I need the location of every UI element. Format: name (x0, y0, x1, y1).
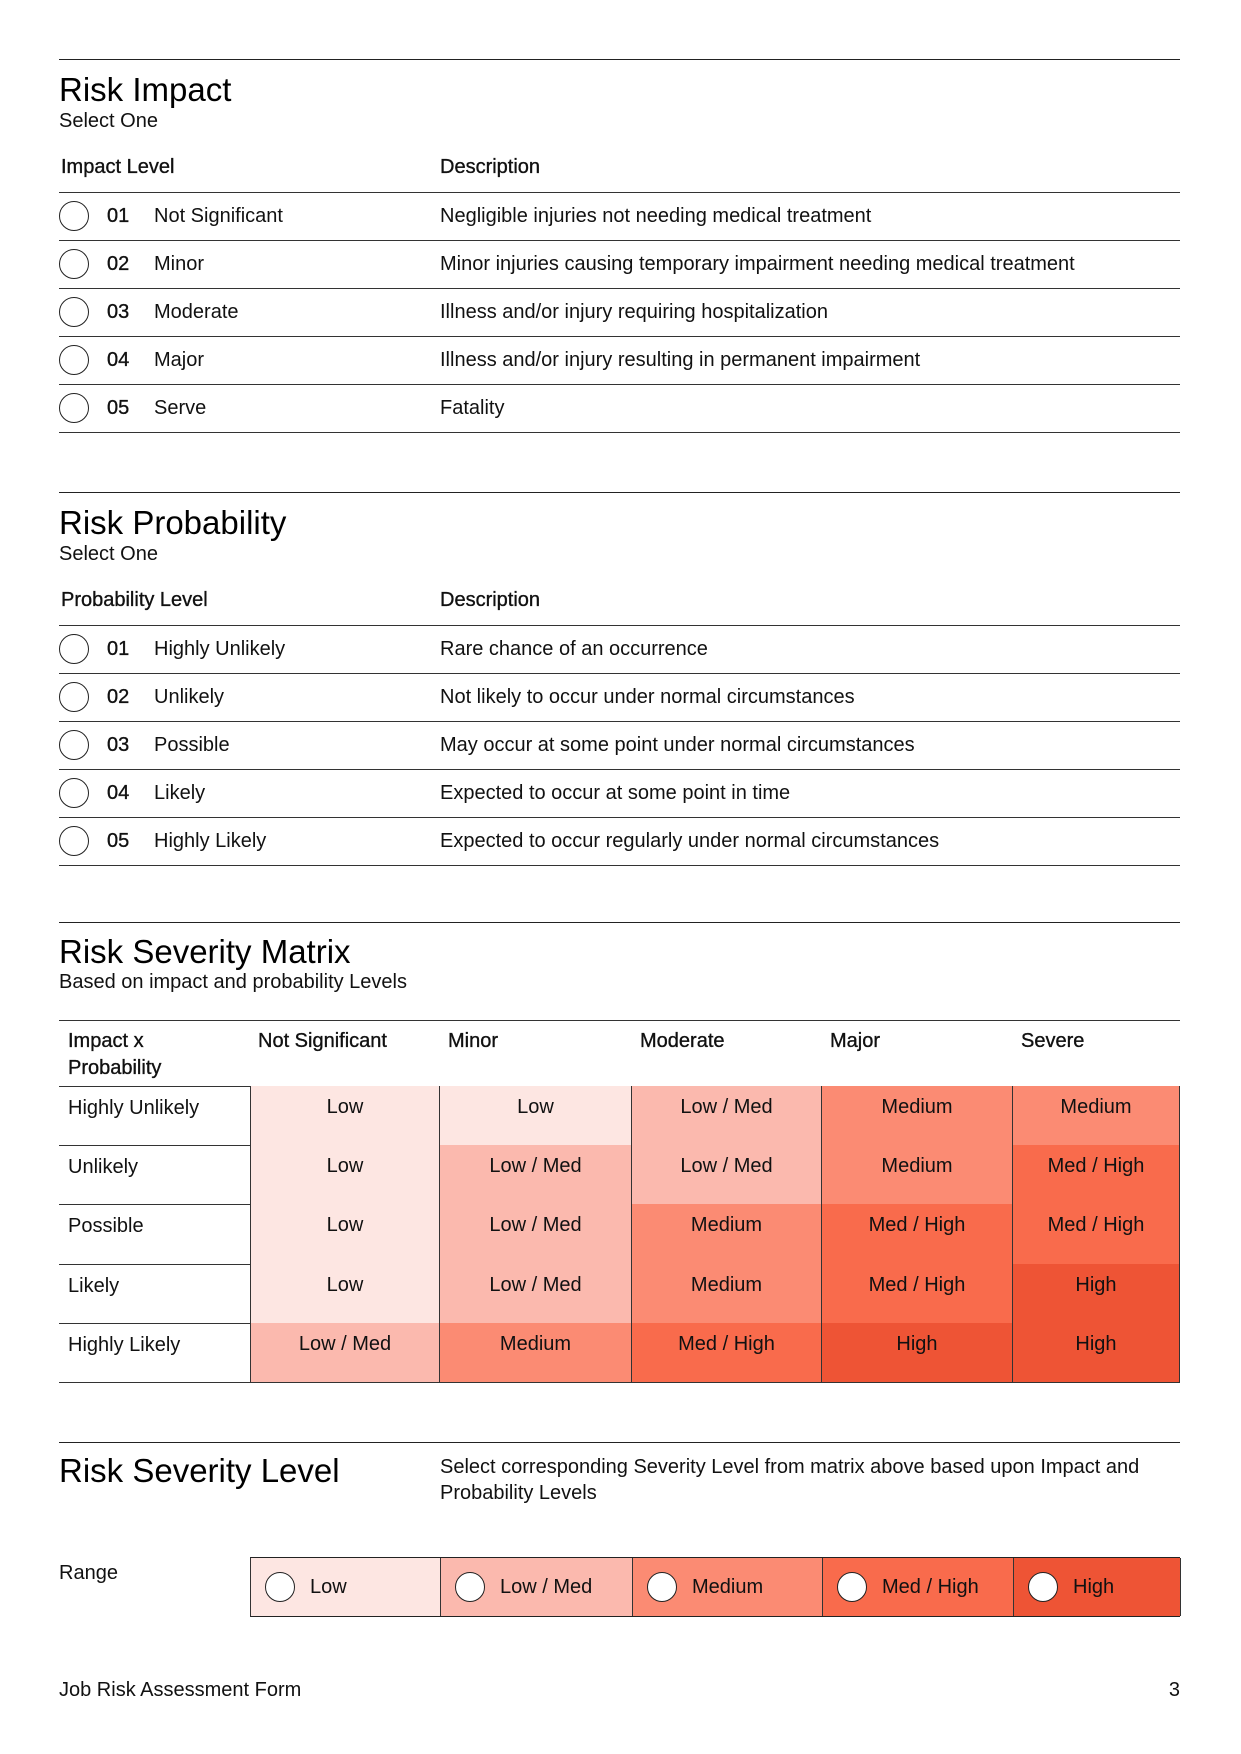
impact-row-label: Serve (154, 397, 207, 419)
probability-row-label: Likely (154, 782, 206, 804)
probability-row-number: 05 (107, 830, 130, 852)
matrix-cell: Low / Med (632, 1086, 822, 1145)
severity-option-label: Med / High (882, 1576, 979, 1598)
matrix-bottom-rule (59, 1382, 1180, 1383)
probability-radio-04[interactable] (59, 778, 89, 808)
probability-level-header: Probability Level (61, 589, 208, 611)
probability-title: Risk Probability (59, 504, 287, 541)
severity-option-med-high[interactable] (823, 1558, 1014, 1616)
matrix-cell: Low (250, 1145, 440, 1204)
impact-radio-03[interactable] (59, 297, 89, 327)
probability-row-description: Rare chance of an occurrence (440, 638, 708, 660)
matrix-subtitle: Based on impact and probability Levels (59, 971, 407, 993)
severity-top-rule (59, 1442, 1180, 1443)
matrix-cell: Medium (822, 1145, 1013, 1204)
impact-row-label: Major (154, 349, 205, 371)
radio-button[interactable] (647, 1572, 677, 1602)
matrix-cell: Low / Med (250, 1323, 440, 1382)
impact-row-label: Not Significant (154, 205, 283, 227)
impact-row-description: Illness and/or injury requiring hospitalization (440, 301, 828, 323)
impact-subtitle: Select One (59, 110, 158, 132)
impact-row-number: 01 (107, 205, 130, 227)
severity-range-bar (250, 1557, 1180, 1617)
probability-row-description: Not likely to occur under normal circumstances (440, 686, 855, 708)
matrix-cell: Medium (440, 1323, 632, 1382)
matrix-cell: Medium (822, 1086, 1013, 1145)
matrix-cell: Med / High (822, 1264, 1013, 1323)
matrix-column-header: Severe (1021, 1030, 1085, 1052)
probability-radio-03[interactable] (59, 730, 89, 760)
radio-button[interactable] (455, 1572, 485, 1602)
impact-row-label: Moderate (154, 301, 239, 323)
probability-row-number: 02 (107, 686, 130, 708)
probability-header-rule (59, 625, 1180, 626)
probability-description-header: Description (440, 589, 541, 611)
severity-description: Select corresponding Severity Level from matrix above based upon Impact and Probability Levels (440, 1456, 1140, 1504)
impact-row-rule (59, 288, 1180, 289)
probability-row-label: Highly Unlikely (154, 638, 286, 660)
matrix-cell: Medium (1013, 1086, 1180, 1145)
impact-description-header: Description (440, 156, 541, 178)
impact-row-rule (59, 384, 1180, 385)
matrix-row-label: Unlikely (68, 1156, 139, 1179)
matrix-cell: Low / Med (632, 1145, 822, 1204)
matrix-column-header: Minor (448, 1030, 499, 1052)
impact-row-rule (59, 240, 1180, 241)
severity-option-high[interactable] (1014, 1558, 1181, 1616)
matrix-cell: Low (250, 1086, 440, 1145)
probability-row-rule (59, 673, 1180, 674)
radio-button[interactable] (1028, 1572, 1058, 1602)
impact-row-number: 05 (107, 397, 130, 419)
severity-option-label: High (1073, 1576, 1115, 1598)
matrix-cell: Medium (632, 1264, 822, 1323)
impact-radio-02[interactable] (59, 249, 89, 279)
severity-option-label: Medium (692, 1576, 764, 1598)
range-label: Range (59, 1562, 118, 1584)
matrix-cell: Med / High (822, 1204, 1013, 1263)
impact-level-header: Impact Level (61, 156, 175, 178)
severity-option-medium[interactable] (633, 1558, 823, 1616)
matrix-column-header: Major (830, 1030, 881, 1052)
matrix-cell: Low / Med (440, 1145, 632, 1204)
matrix-cell: Med / High (632, 1323, 822, 1382)
severity-option-label: Low (310, 1576, 347, 1598)
probability-subtitle: Select One (59, 543, 158, 565)
matrix-cell: Low / Med (440, 1264, 632, 1323)
severity-title: Risk Severity Level (59, 1452, 340, 1489)
severity-option-low[interactable] (251, 1558, 441, 1616)
matrix-top-rule (59, 922, 1180, 923)
matrix-cell: Med / High (1013, 1204, 1180, 1263)
impact-row-label: Minor (154, 253, 205, 275)
matrix-column-header: Not Significant (258, 1030, 387, 1052)
footer-form-name: Job Risk Assessment Form (59, 1679, 302, 1701)
probability-row-description: Expected to occur regularly under normal circumstances (440, 830, 940, 852)
probability-row-rule (59, 721, 1180, 722)
matrix-cell: Low (440, 1086, 632, 1145)
impact-row-number: 02 (107, 253, 130, 275)
impact-row-description: Negligible injuries not needing medical treatment (440, 205, 872, 227)
probability-row-label: Possible (154, 734, 230, 756)
impact-radio-01[interactable] (59, 201, 89, 231)
matrix-table-top-rule (59, 1020, 1180, 1021)
probability-row-number: 04 (107, 782, 130, 804)
impact-row-description: Minor injuries causing temporary impairment needing medical treatment (440, 253, 1075, 275)
matrix-cell: Low (250, 1264, 440, 1323)
probability-row-rule (59, 769, 1180, 770)
probability-row-description: Expected to occur at some point in time (440, 782, 791, 804)
matrix-row-label: Highly Likely (68, 1333, 181, 1356)
impact-title: Risk Impact (59, 71, 232, 108)
matrix-row-label: Likely (68, 1274, 120, 1297)
impact-row-description: Illness and/or injury resulting in permanent impairment (440, 349, 921, 371)
impact-row-description: Fatality (440, 397, 505, 419)
page-number: 3 (1168, 1679, 1180, 1701)
probability-radio-02[interactable] (59, 682, 89, 712)
matrix-cell: Low (250, 1204, 440, 1263)
impact-top-rule (59, 59, 1180, 60)
matrix-corner-header: Impact x Probability (68, 1030, 162, 1079)
impact-radio-05[interactable] (59, 393, 89, 423)
probability-top-rule (59, 492, 1180, 493)
probability-row-label: Highly Likely (154, 830, 267, 852)
probability-row-number: 01 (107, 638, 130, 660)
matrix-cell: High (1013, 1264, 1180, 1323)
probability-row-description: May occur at some point under normal circumstances (440, 734, 915, 756)
matrix-title: Risk Severity Matrix (59, 933, 351, 970)
probability-row-label: Unlikely (154, 686, 225, 708)
probability-radio-05[interactable] (59, 826, 89, 856)
impact-row-number: 04 (107, 349, 130, 371)
probability-row-rule (59, 865, 1180, 866)
matrix-row-label: Possible (68, 1215, 144, 1238)
impact-row-number: 03 (107, 301, 130, 323)
impact-row-rule (59, 336, 1180, 337)
radio-button[interactable] (265, 1572, 295, 1602)
probability-row-number: 03 (107, 734, 130, 756)
matrix-cell: High (822, 1323, 1013, 1382)
severity-option-low-med[interactable] (441, 1558, 633, 1616)
probability-radio-01[interactable] (59, 634, 89, 664)
matrix-cell: High (1013, 1323, 1180, 1382)
impact-radio-04[interactable] (59, 345, 89, 375)
matrix-cell: Low / Med (440, 1204, 632, 1263)
probability-row-rule (59, 817, 1180, 818)
impact-header-rule (59, 192, 1180, 193)
matrix-column-header: Moderate (640, 1030, 725, 1052)
matrix-cell: Medium (632, 1204, 822, 1263)
radio-button[interactable] (837, 1572, 867, 1602)
matrix-cell: Med / High (1013, 1145, 1180, 1204)
severity-option-label: Low / Med (500, 1576, 593, 1598)
matrix-row-label: Highly Unlikely (68, 1097, 200, 1119)
impact-row-rule (59, 432, 1180, 433)
